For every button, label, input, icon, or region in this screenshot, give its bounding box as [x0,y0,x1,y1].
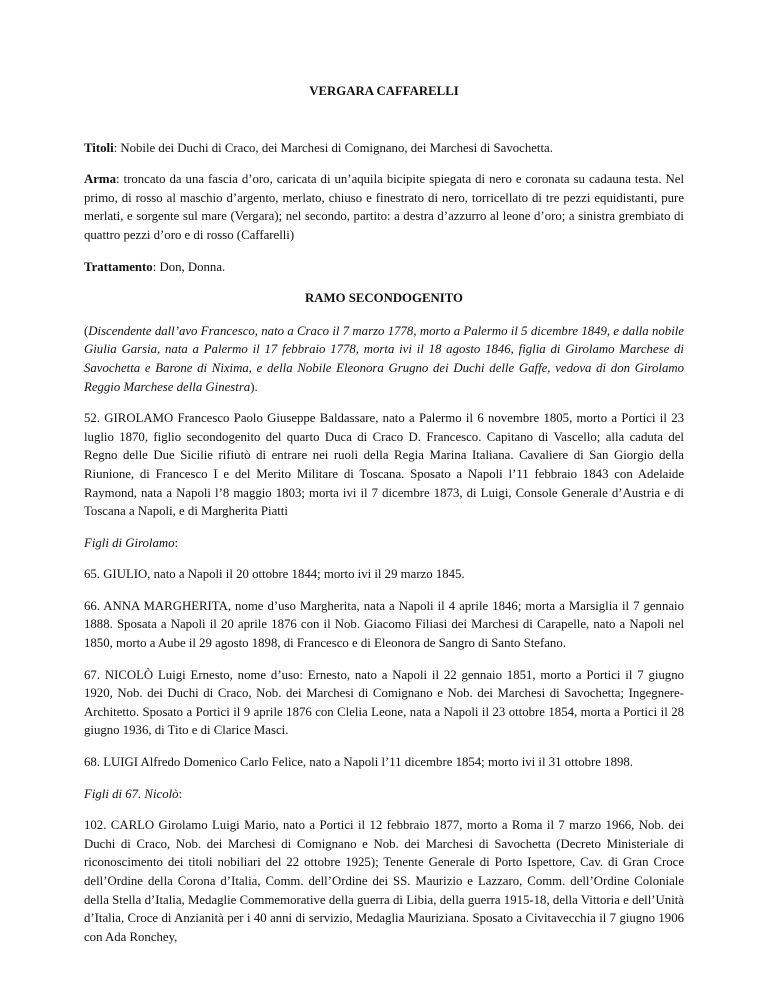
figli-girolamo-colon: : [174,535,179,550]
titoli-label: Titoli [84,140,114,155]
lineage-close: ). [250,379,258,394]
titoli-text: : Nobile dei Duchi di Craco, dei Marchesi di Comignano, dei Marchesi di Savochetta. [113,140,553,155]
arma-paragraph [84,170,684,244]
trattamento-paragraph [84,258,684,277]
entry-68: 68. LUIGI Alfredo Domenico Carlo Felice, nato a Napoli l’11 dicembre 1854; morto ivi il 31 ottobre 1898. [84,755,633,770]
figli-nicolo-colon: : [178,786,183,801]
lineage-paragraph [84,322,684,396]
branch-heading: RAMO SECONDOGENITO [305,291,463,306]
document-title: VERGARA CAFFARELLI [309,84,459,98]
trattamento-text: : Don, Donna. [152,259,226,274]
figli-nicolo-label: Figli di 67. Nicolò [84,786,179,801]
titoli-paragraph [84,139,684,158]
figli-girolamo-heading [84,534,684,553]
lineage-open-paren: ( [84,323,89,338]
entry-102: 102. CARLO Girolamo Luigi Mario, nato a Portici il 12 febbraio 1877, morto a Roma il 7 marzo 1966, Nob. dei Duchi di Craco, Nob. dei Marchesi di Comignano e Nob. dei Marchesi di Savochetta (Decreto Ministeriale di riconoscimento dei titoli nobiliari del 22 ottobre 1925); Tenente Generale di Porto Ispettore, Cav. di Gran Croce dell’Ordine della Corona d’Italia, Comm. dell’Ordine dei SS. Maurizio e Lazzaro, Comm. dell’Ordine Coloniale della Stella d’Italia, Medaglie Commemorative della guerra di Libia, della guerra 1915-18, della Vittoria e dell’Unità d’Italia, Croce di Anzianità per i 40 anni di servizio, Medaglia Mauriziana. Sposato a Civitavecchia il 7 giugno 1906 con Ada Ronchey, [84,818,684,944]
entry-52: 52. GIROLAMO Francesco Paolo Giuseppe Baldassare, nato a Palermo il 6 novembre 1805, morto a Portici il 23 luglio 1870, figlio secondogenito del quarto Duca di Craco D. Francesco. Capitano di Vascello; alla caduta del Regno delle Due Sicilie rifiutò di entrare nei ruoli della Regia Marina Italiana. Cavaliere di San Giorgio della Riunione, di Francesco I e del Merito Militare di Toscana. Sposato a Napoli l’11 febbraio 1843 con Adelaide Raymond, nata a Napoli l’8 maggio 1803; morta ivi il 7 dicembre 1873, di Luigi, Console Generale d’Austria e di Toscana a Napoli, e di Margherita Piatti [84,411,684,519]
arma-text: : troncato da una fascia d’oro, caricata di un’aquila bicipite spiegata di nero e coronata su cadauna testa. Nel primo, di rosso al maschio d’argento, merlato, chiuso e finestrato di nero, torricellato di tre pezzi equidistanti, pure merlati, e sorgente sul mare (Vergara); nel secondo, partito: a destra d’azzurro al leone d’oro; a sinistra grembiato di quattro pezzi d’oro e di rosso (Caffarelli) [84,172,684,242]
trattamento-label: Trattamento [84,259,153,274]
entry-67: 67. NICOLÒ Luigi Ernesto, nome d’uso: Ernesto, nato a Napoli il 22 gennaio 1851, morto a Portici il 7 giugno 1920, Nob. dei Duchi di Craco, Nob. dei Marchesi di Comignano e Nob. dei Marchesi di Savochetta; Ingegnere-Architetto. Sposato a Portici il 9 aprile 1876 con Clelia Leone, nata a Napoli il 23 ottobre 1854, morta a Portici il 28 giugno 1936, di Tito e di Clarice Masci. [84,667,684,738]
arma-label: Arma [84,172,116,187]
entry-66: 66. ANNA MARGHERITA, nome d’uso Margherita, nata a Napoli il 4 aprile 1846; morta a Marsiglia il 7 gennaio 1888. Sposata a Napoli il 20 aprile 1876 con il Nob. Giacomo Filiasi dei Marchesi di Carapelle, nato a Napoli nel 1850, morto a Aube il 29 agosto 1898, di Francesco e di Eleonora de Sangro di Santo Stefano. [84,598,684,651]
entry-65: 65. GIULIO, nato a Napoli il 20 ottobre 1844; morto ivi il 29 marzo 1845. [84,567,465,582]
lineage-text: Discendente dall’avo Francesco, nato a Craco il 7 marzo 1778, morto a Palermo il 5 dicembre 1849, e dalla nobile Giulia Garsia, nata a Palermo il 17 febbraio 1778, morta ivi il 18 agosto 1846, figlia di Girolamo Marchese di Savochetta e Barone di Nixima, e della Nobile Eleonora Grugno dei Duchi delle Gaffe, vedova di don Girolamo Reggio Marchese della Ginestra [84,323,684,394]
figli-nicolo-heading [84,785,684,804]
figli-girolamo-label: Figli di Girolamo [84,535,175,550]
